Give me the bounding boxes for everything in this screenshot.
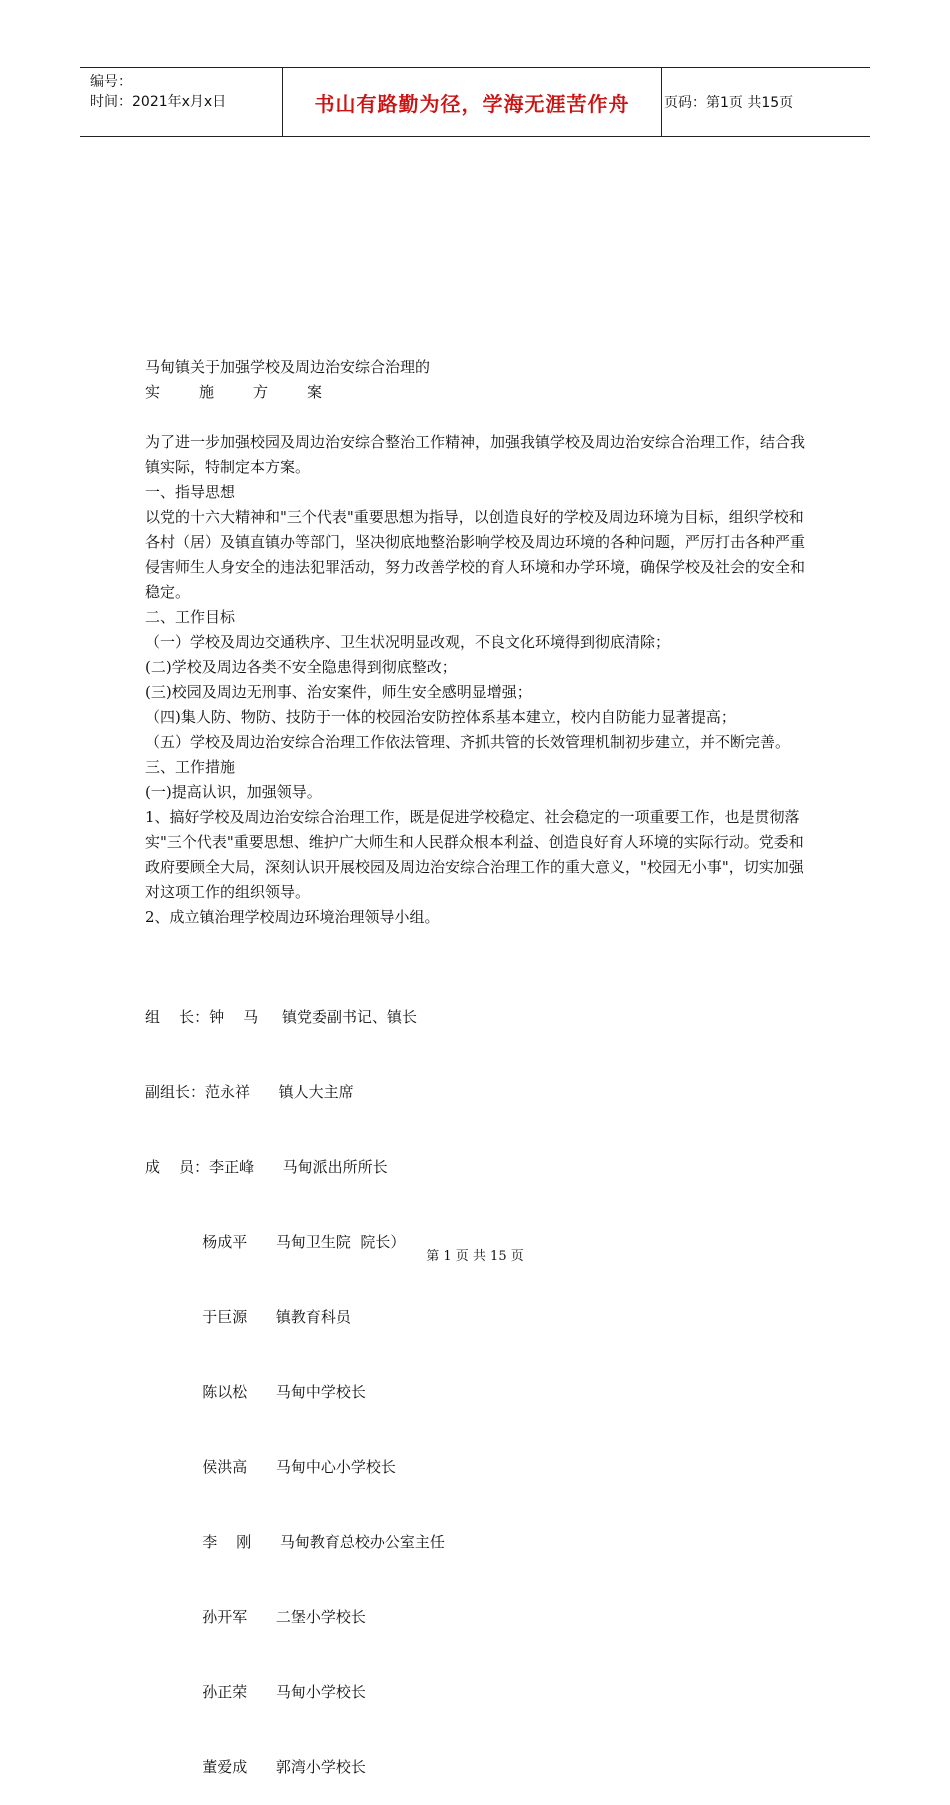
page-info: 页码：第1页 共15页 <box>664 95 794 111</box>
list-item: (二)学校及周边各类不安全隐患得到彻底整改； <box>145 658 457 676</box>
section-heading: 二、工作目标 <box>145 608 236 626</box>
roster-row: 侯洪高 马甸中心小学校长 <box>145 1458 396 1476</box>
roster-row: 孙正荣 马甸小学校长 <box>145 1683 366 1701</box>
document-body <box>145 355 813 930</box>
section-heading: 一、指导思想 <box>145 483 236 501</box>
subsection-heading: (一)提高认识，加强领导。 <box>145 783 322 801</box>
roster-row: 杨成平 马甸卫生院 院长） <box>145 1233 406 1251</box>
roster-row: 董爱成 郭湾小学校长 <box>145 1758 366 1776</box>
doc-subtitle: 实 施 方 案 <box>145 383 323 401</box>
list-item: （四)集人防、物防、技防于一体的校园治安防控体系基本建立，校内自防能力显著提高； <box>145 708 736 726</box>
section-heading: 三、工作措施 <box>145 758 236 776</box>
roster-row: 成 员：李正峰 马甸派出所所长 <box>145 1158 388 1176</box>
number-label: 编号： <box>90 74 132 90</box>
list-item: （一）学校及周边交通秩序、卫生状况明显改观，不良文化环境得到彻底清除； <box>145 633 671 651</box>
roster-row: 陈以松 马甸中学校长 <box>145 1383 366 1401</box>
time-label: 时间：2021年x月x日 <box>90 94 227 110</box>
header-table <box>80 67 870 137</box>
roster-list <box>145 955 445 1805</box>
paragraph: 以党的十六大精神和"三个代表"重要思想为指导，以创造良好的学校及周边环境为目标，组织学校和各村（居）及镇直镇办等部门，坚决彻底地整治影响学校及周边环境的各种问题，严厉打击各种严重侵害师生人身安全的违法犯罪活动，努力改善学校的育人环境和办学环境，确保学校及社会的安全和稳定。 <box>145 508 806 601</box>
roster-row: 李 刚 马甸教育总校办公室主任 <box>145 1533 445 1551</box>
page-footer: 第 1 页 共 15 页 <box>426 1249 524 1264</box>
paragraph: 2、成立镇治理学校周边环境治理领导小组。 <box>145 908 440 926</box>
list-item: （五）学校及周边治安综合治理工作依法管理、齐抓共管的长效管理机制初步建立，并不断完善。 <box>145 733 791 751</box>
roster-row: 副组长：范永祥 镇人大主席 <box>145 1083 354 1101</box>
paragraph: 1、搞好学校及周边治安综合治理工作，既是促进学校稳定、社会稳定的一项重要工作，也是贯彻落实"三个代表"重要思想、维护广大师生和人民群众根本利益、创造良好育人环境的实际行动。党委和政府要顾全大局，深刻认识开展校园及周边治安综合治理工作的重大意义，"校园无小事"，切实加强对这项工作的组织领导。 <box>145 808 804 901</box>
list-item: (三)校园及周边无刑事、治安案件，师生安全感明显增强； <box>145 683 532 701</box>
motto: 书山有路勤为径，学海无涯苦作舟 <box>282 68 662 136</box>
roster-row: 于巨源 镇教育科员 <box>145 1308 351 1326</box>
paragraph: 为了进一步加强校园及周边治安综合整治工作精神，加强我镇学校及周边治安综合治理工作，结合我镇实际，特制定本方案。 <box>145 433 806 476</box>
header-meta <box>80 68 282 136</box>
doc-title: 马甸镇关于加强学校及周边治安综合治理的 <box>145 358 431 376</box>
roster-row: 组 长：钟 马 镇党委副书记、镇长 <box>145 1008 417 1026</box>
roster-row: 孙开军 二堡小学校长 <box>145 1608 366 1626</box>
